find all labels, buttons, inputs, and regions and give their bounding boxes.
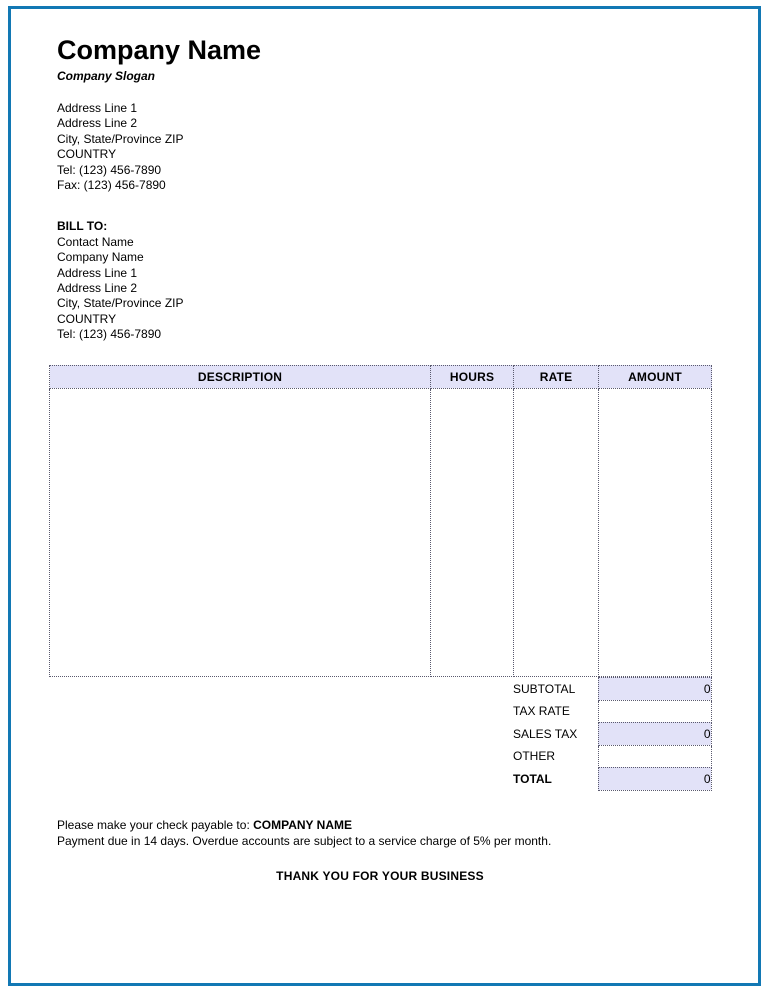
- company-address-line: COUNTRY: [57, 147, 117, 162]
- totals-value-sales-tax[interactable]: 0: [598, 722, 711, 745]
- bill-to-company-name: Company Name: [57, 250, 144, 265]
- bill-to-contact-name: Contact Name: [57, 234, 134, 249]
- totals-row-other: [49, 745, 711, 767]
- bill-to-phone: Tel: (123) 456-7890: [57, 327, 162, 342]
- invoice-footer: [57, 817, 720, 849]
- company-phone: Tel: (123) 456-7890: [57, 162, 162, 177]
- totals-value-total[interactable]: 0: [598, 767, 711, 790]
- table-row: [50, 388, 712, 676]
- bill-to-address-line: Address Line 1: [57, 265, 138, 280]
- payable-prefix: Please make your check payable to:: [57, 817, 254, 832]
- totals-spacer: [49, 767, 513, 790]
- totals-spacer: [49, 677, 513, 700]
- company-slogan: Company Slogan: [57, 69, 156, 83]
- line-items-table: [49, 365, 712, 677]
- totals-spacer: [49, 700, 513, 722]
- column-header-description: DESCRIPTION: [50, 365, 431, 388]
- cell-description[interactable]: [50, 388, 431, 676]
- cell-hours[interactable]: [431, 388, 514, 676]
- totals-value-other[interactable]: [598, 745, 711, 767]
- payable-company-name: COMPANY NAME: [253, 817, 353, 832]
- bill-to-address-line: Address Line 2: [57, 281, 138, 296]
- company-address: [57, 101, 720, 193]
- totals-row-subtotal: [49, 677, 711, 700]
- totals-label-total: TOTAL: [513, 771, 552, 786]
- cell-amount[interactable]: [599, 388, 712, 676]
- bill-to-section: [57, 219, 720, 342]
- totals-spacer: [49, 722, 513, 745]
- totals-label-tax-rate: TAX RATE: [513, 704, 570, 719]
- invoice-page: [8, 6, 761, 986]
- totals-spacer: [49, 745, 513, 767]
- company-address-line: Address Line 2: [57, 116, 138, 131]
- payable-line: [57, 817, 720, 833]
- totals-row-total: [49, 767, 711, 790]
- company-address-line: Address Line 1: [57, 101, 138, 115]
- bill-to-heading: BILL TO:: [57, 219, 108, 234]
- totals-row-sales-tax: [49, 722, 711, 745]
- invoice-sheet: [11, 9, 758, 983]
- company-address-line: City, State/Province ZIP: [57, 131, 184, 146]
- table-header-row: [50, 365, 712, 388]
- thank-you-message: THANK YOU FOR YOUR BUSINESS: [276, 868, 484, 883]
- bill-to-address-line: City, State/Province ZIP: [57, 296, 184, 311]
- bill-to-country: COUNTRY: [57, 311, 117, 326]
- totals-label-sales-tax: SALES TAX: [513, 726, 578, 741]
- totals-value-tax-rate[interactable]: [598, 700, 711, 722]
- company-header: [57, 35, 720, 193]
- cell-rate[interactable]: [514, 388, 599, 676]
- totals-value-subtotal[interactable]: 0: [598, 677, 711, 700]
- totals-label-subtotal: SUBTOTAL: [513, 681, 576, 696]
- totals-label-other: OTHER: [513, 749, 555, 764]
- column-header-rate: RATE: [514, 365, 599, 388]
- company-fax: Fax: (123) 456-7890: [57, 178, 166, 193]
- column-header-hours: HOURS: [431, 365, 514, 388]
- payment-terms: Payment due in 14 days. Overdue accounts are subject to a service charge of 5% per month.: [57, 833, 552, 848]
- company-name: Company Name: [57, 35, 262, 65]
- totals-table: [49, 677, 712, 791]
- column-header-amount: AMOUNT: [599, 365, 712, 388]
- totals-row-tax-rate: [49, 700, 711, 722]
